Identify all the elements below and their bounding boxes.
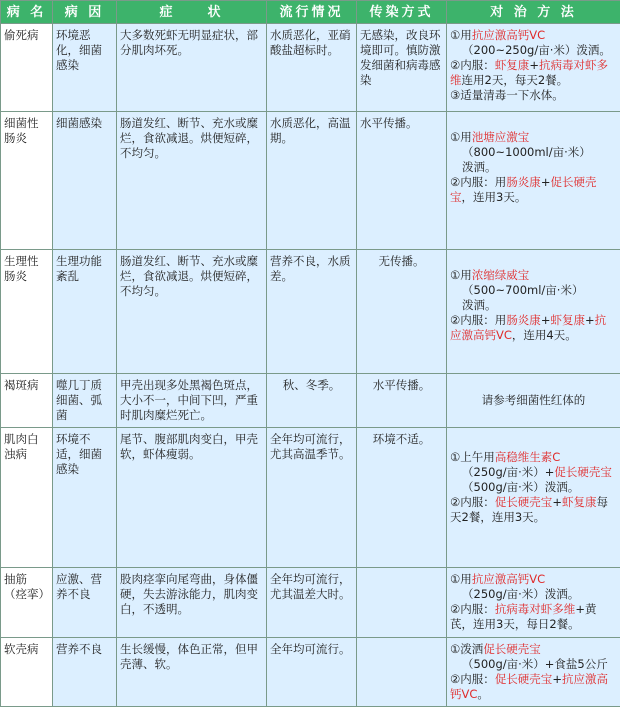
treatment-line: （250g/亩·米）泼洒。 — [462, 587, 580, 601]
disease-epidemic: 水质恶化，高温期。 — [267, 112, 357, 250]
disease-name: 偷死病 — [1, 24, 53, 112]
disease-name: 抽筋（痉挛） — [1, 568, 53, 638]
product-name: 肠炎康 — [506, 313, 541, 327]
product-name: 高稳维生素C — [494, 450, 561, 464]
disease-symptom: 大多数死虾无明显症状，部分肌肉坏死。 — [117, 24, 267, 112]
table-row — [1, 428, 620, 568]
disease-epidemic: 秋、冬季。 — [267, 374, 357, 428]
product-name: 抗病毒对虾多维 — [450, 58, 608, 87]
product-name: 抗应激高钙VC — [471, 572, 546, 586]
table-row — [1, 112, 620, 250]
disease-epidemic: 水质恶化，亚硝酸盐超标时。 — [267, 24, 357, 112]
product-name: 抗病毒对虾多维 — [494, 602, 576, 616]
treatment-line: ②内服：促长硬壳宝+抗应激高钙VC。 — [450, 672, 608, 701]
disease-treatment-note: 请参考细菌性红体的 — [447, 374, 620, 428]
disease-transmission: 水平传播。 — [357, 374, 447, 428]
disease-treatment — [447, 428, 620, 568]
treatment-line: 泼洒。 — [462, 160, 497, 174]
disease-treatment — [447, 568, 620, 638]
disease-name: 肌肉白浊病 — [1, 428, 53, 568]
product-name: 抗应激高钙VC — [471, 28, 546, 42]
product-name: 虾复康 — [494, 58, 530, 72]
disease-transmission — [357, 638, 447, 707]
product-name: 促长硬壳宝 — [450, 175, 597, 204]
disease-treatment — [447, 638, 620, 707]
product-name: 促长硬壳宝 — [494, 495, 553, 509]
disease-cause: 应激、营养不良 — [53, 568, 117, 638]
header-name: 病 名 — [1, 1, 53, 24]
treatment-line: （200~250g/亩·米）泼洒。 — [462, 43, 611, 57]
table-row — [1, 568, 620, 638]
disease-symptom: 肠道发红、断节、充水或糜烂，食欲减退。烘便短碎，不均匀。 — [117, 250, 267, 374]
treatment-line: ①泼洒促长硬壳宝 — [450, 642, 541, 656]
disease-transmission — [357, 568, 447, 638]
treatment-line: ①用池塘应激宝 — [450, 130, 530, 144]
header-cause: 病 因 — [53, 1, 117, 24]
table-header-row — [1, 1, 620, 24]
disease-symptom: 生长缓慢，体色正常，但甲壳薄、软。 — [117, 638, 267, 707]
disease-epidemic: 全年均可流行，尤其高温季节。 — [267, 428, 357, 568]
product-name: 促长硬壳宝 — [494, 672, 553, 686]
disease-cause: 环境恶化，细菌感染 — [53, 24, 117, 112]
disease-transmission: 水平传播。 — [357, 112, 447, 250]
disease-name: 细菌性肠炎 — [1, 112, 53, 250]
disease-name: 生理性肠炎 — [1, 250, 53, 374]
disease-transmission: 环境不适。 — [357, 428, 447, 568]
disease-cause: 噬几丁质细菌、弧菌 — [53, 374, 117, 428]
treatment-line: ①用抗应激高钙VC — [450, 28, 546, 42]
disease-name: 褐斑病 — [1, 374, 53, 428]
product-name: 虾复康 — [561, 495, 597, 509]
disease-symptom: 肠道发红、断节、充水或糜烂，食欲减退。烘便短碎，不均匀。 — [117, 112, 267, 250]
table-row — [1, 24, 620, 112]
treatment-line: （800~1000ml/亩·米） — [462, 145, 591, 159]
treatment-line: （500~700ml/亩·米） — [462, 283, 584, 297]
disease-epidemic: 全年均可流行。 — [267, 638, 357, 707]
treatment-line: ①用抗应激高钙VC — [450, 572, 546, 586]
disease-epidemic: 全年均可流行，尤其温差大时。 — [267, 568, 357, 638]
product-name: 浓缩绿威宝 — [471, 268, 530, 282]
treatment-line: 泼洒。 — [462, 298, 497, 312]
disease-cause: 环境不适，细菌感染 — [53, 428, 117, 568]
disease-cause: 生理功能紊乱 — [53, 250, 117, 374]
product-name: 促长硬壳宝 — [554, 465, 612, 479]
product-name: 抗应激高钙VC — [450, 313, 607, 342]
treatment-line: （500g/亩·米）+食盐5公斤 — [462, 657, 608, 671]
disease-transmission: 无感染，改良环境即可。慎防激发细菌和病毒感染 — [357, 24, 447, 112]
header-transmission: 传染方式 — [357, 1, 447, 24]
disease-symptom: 股肉痉挛向尾弯曲，身体僵硬，失去游泳能力，肌肉变白，不透明。 — [117, 568, 267, 638]
treatment-line: ②内服：促长硬壳宝+虾复康每天2餐，连用3天。 — [450, 495, 608, 524]
product-name: 虾复康 — [550, 313, 585, 327]
disease-symptom: 尾节、腹部肌肉变白，甲壳软，虾体瘦弱。 — [117, 428, 267, 568]
disease-name: 软壳病 — [1, 638, 53, 707]
product-name: 池塘应激宝 — [471, 130, 530, 144]
disease-treatment — [447, 112, 620, 250]
disease-treatment — [447, 250, 620, 374]
table-row — [1, 250, 620, 374]
treatment-line: ③适量清毒一下水体。 — [450, 88, 564, 102]
treatment-line: ①上午用高稳维生素C — [450, 450, 561, 464]
table-row — [1, 374, 620, 428]
treatment-line: ②内服：虾复康+抗病毒对虾多维连用2天，每天2餐。 — [450, 58, 608, 87]
treatment-line: ①用浓缩绿威宝 — [450, 268, 530, 282]
treatment-line: （250g/亩·米）+促长硬壳宝（500g/亩·米）泼洒。 — [462, 465, 612, 494]
product-name: 抗应激高钙VC — [450, 672, 608, 701]
disease-treatment — [447, 24, 620, 112]
product-name: 肠炎康 — [506, 175, 541, 189]
disease-epidemic: 营养不良，水质差。 — [267, 250, 357, 374]
disease-cause: 营养不良 — [53, 638, 117, 707]
treatment-line: ②内服：抗病毒对虾多维+黄芪，连用3天，每日2餐。 — [450, 602, 597, 631]
treatment-line: ②内服：用肠炎康+虾复康+抗应激高钙VC，连用4天。 — [450, 313, 607, 342]
table-row — [1, 638, 620, 707]
product-name: 促长硬壳宝 — [483, 642, 541, 656]
disease-transmission: 无传播。 — [357, 250, 447, 374]
header-epidemic: 流行情况 — [267, 1, 357, 24]
header-treatment: 对 治 方 法 — [447, 1, 620, 24]
disease-symptom: 甲壳出现多处黑褐色斑点，大小不一，中间下凹，严重时肌肉糜烂死亡。 — [117, 374, 267, 428]
header-symptom: 症 状 — [117, 1, 267, 24]
disease-cause: 细菌感染 — [53, 112, 117, 250]
treatment-line: ②内服：用肠炎康+促长硬壳宝，连用3天。 — [450, 175, 597, 204]
